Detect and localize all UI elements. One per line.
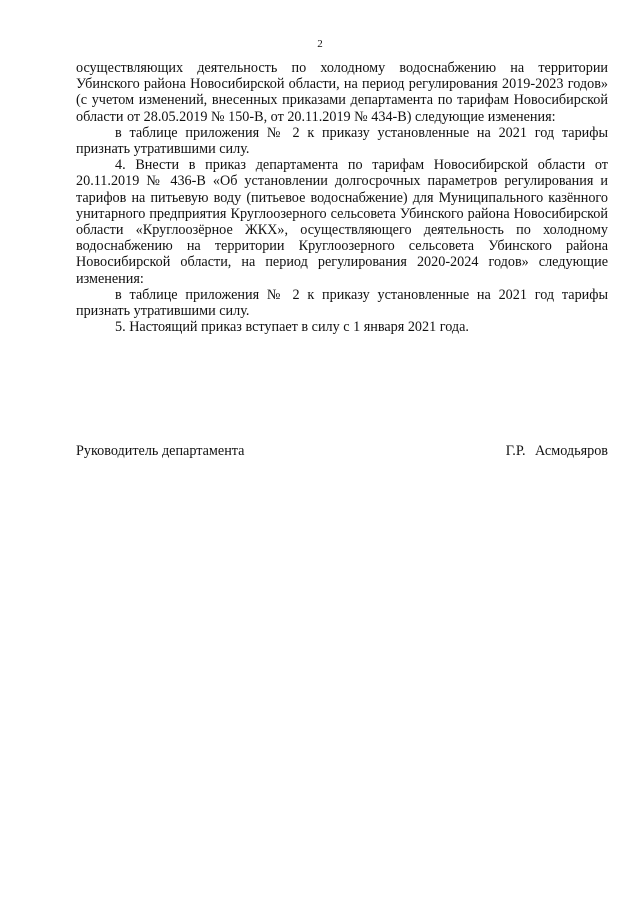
paragraph-continuation: осуществляющих деятельность по холодному водоснабжению на территории Убинского района Новосибирской области, на период регулирования 2019-2023 годов» (с учетом изменений, внесенных приказами департамента по тарифам Новосибирской области от 28.05.2019 № 150-В, от 20.11.2019 № 434-В) следующие изменения: <box>76 60 608 125</box>
paragraph-item-5: 5. Настоящий приказ вступает в силу с 1 января 2021 года. <box>115 319 469 336</box>
paragraph-item-4: 4. Внести в приказ департамента по тарифам Новосибирской области от 20.11.2019 № 436-В «Об установлении долгосрочных параметров регулирования и тарифов на питьевую воду (питьевое водоснабжение) для Муниципального казённого унитарного предприятия Круглоозерного сельсовета Убинского района Новосибирской области «Круглоозёрное ЖКХ», осуществляющего деятельность по холодному водоснабжению на территории Круглоозерного сельсовета Убинского района Новосибирской области, на период регулирования 2020-2024 годов» следующие изменения: <box>76 157 608 287</box>
signature-name: Г.Р. Асмодьяров <box>505 443 608 459</box>
page-number: 2 <box>317 38 323 50</box>
document-body <box>76 60 608 335</box>
signature-position: Руководитель департамента <box>76 443 245 459</box>
paragraph-table-note-1: в таблице приложения № 2 к приказу установленные на 2021 год тарифы признать утратившими силу. <box>76 124 608 158</box>
paragraph-table-note-2: в таблице приложения № 2 к приказу установленные на 2021 год тарифы признать утратившими силу. <box>76 286 608 320</box>
signature-block <box>76 443 608 459</box>
